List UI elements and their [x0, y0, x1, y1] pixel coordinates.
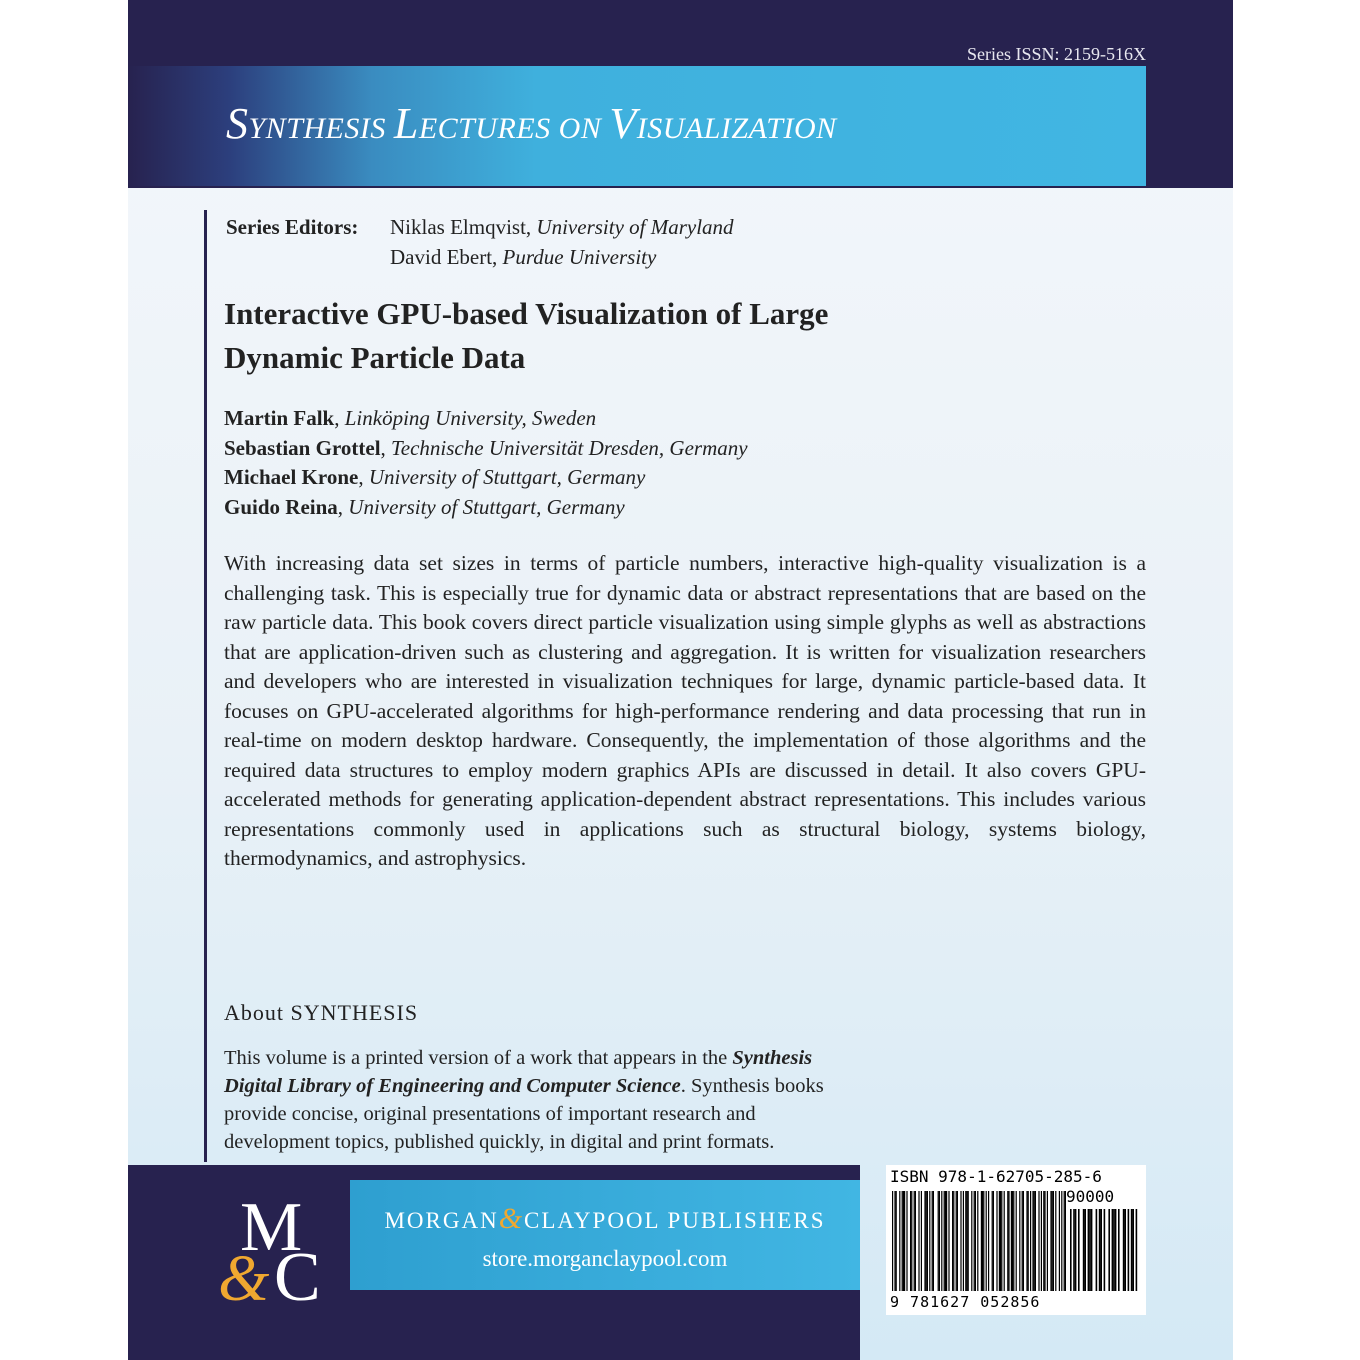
barcode-bar: [1113, 1209, 1115, 1291]
editor-affiliation: Purdue University: [502, 245, 657, 269]
barcode-bar: [1019, 1191, 1020, 1291]
barcode-bar: [981, 1191, 982, 1291]
barcode-bar: [1059, 1191, 1060, 1291]
barcode-bar: [945, 1191, 946, 1291]
barcode-bar: [941, 1191, 942, 1291]
publisher-name: MORGAN&CLAYPOOL PUBLISHERS: [384, 1202, 826, 1235]
barcode-bar: [944, 1191, 945, 1291]
barcode-bar: [1038, 1191, 1039, 1291]
barcode-digits: 9 781627 052856: [890, 1293, 1041, 1311]
barcode-bar: [933, 1191, 934, 1291]
barcode-bar: [1016, 1191, 1017, 1291]
barcode-bar: [1008, 1191, 1009, 1291]
barcode-bar: [974, 1191, 975, 1291]
author-row: Martin Falk, Linköping University, Sweden: [224, 406, 597, 430]
author-name: Sebastian Grottel: [224, 435, 381, 460]
barcode-bar: [910, 1191, 911, 1291]
series-editors: [226, 212, 734, 272]
barcode-bar: [939, 1191, 940, 1291]
barcode-bar: [1023, 1191, 1024, 1291]
series-issn: Series ISSN: 2159-516X: [967, 44, 1146, 64]
editor-name: David Ebert: [390, 245, 493, 269]
book-abstract: With increasing data set sizes in terms of particle numbers, interactive high-quality visualization is a challenging task. This is especially true for dynamic data or abstract representations that are based on the raw particle data. This book covers direct particle visualization using simple glyphs as well as abstractions that are application-driven such as clustering and aggregation. It is written for visualization researchers and developers who are interested in visualization techniques for large, dynamic particle-based data. It focuses on GPU-accelerated algorithms for high-performance rendering and data processing that run in real-time on modern desktop hardware. Consequently, the implementation of those algorithms and the required data structures to employ modern graphics APIs are discussed in detail. It also covers GPU-accelerated methods for generating application-dependent abstract representations. This includes various representations commonly used in applications such as structural biology, systems biology, thermodynamics, and astrophysics.: [224, 551, 1146, 870]
barcode-bar: [1091, 1209, 1093, 1291]
barcode-bar: [992, 1191, 993, 1291]
barcode-bar: [1026, 1191, 1027, 1291]
barcode-bar: [1052, 1191, 1053, 1291]
barcode-bar: [968, 1191, 969, 1291]
barcode-bar: [1084, 1209, 1086, 1291]
editor-row: David Ebert, Purdue University: [390, 245, 657, 269]
editors-label: Series Editors:: [226, 215, 359, 239]
barcode-bar: [904, 1191, 905, 1291]
author-row: Sebastian Grottel, Technische Universität Dresden, Germany: [224, 435, 748, 460]
barcode-bar: [1128, 1209, 1130, 1291]
barcode-bar: [977, 1191, 978, 1291]
barcode-bar: [953, 1191, 954, 1291]
barcode-bar: [899, 1191, 900, 1291]
barcode-bar: [1118, 1209, 1120, 1291]
barcode-bar: [965, 1191, 966, 1291]
barcode-bar: [963, 1191, 964, 1291]
authors-list: [224, 404, 748, 522]
barcode-bar: [1065, 1191, 1066, 1291]
barcode-bar: [902, 1191, 903, 1291]
isbn-label: ISBN 978-1-62705-285-6: [890, 1167, 1102, 1186]
barcode-bar: [1035, 1191, 1036, 1291]
barcode-bar: [1104, 1209, 1106, 1291]
barcode-bar: [1115, 1209, 1117, 1291]
barcode-bar: [1032, 1191, 1033, 1291]
author-name: Martin Falk: [224, 406, 335, 430]
barcode-bar: [1001, 1191, 1002, 1291]
barcode-bar: [929, 1191, 930, 1291]
isbn-barcode: [886, 1165, 1146, 1315]
barcode-bar: [1124, 1209, 1126, 1291]
barcode-bar: [1004, 1191, 1005, 1291]
barcode-bar: [918, 1191, 919, 1291]
barcode-bar: [894, 1191, 895, 1291]
barcode-bar: [903, 1191, 904, 1291]
barcode-bar: [1131, 1209, 1133, 1291]
barcode-bar: [1064, 1191, 1065, 1291]
barcode-bar: [1043, 1191, 1044, 1291]
barcode-bar: [1044, 1191, 1045, 1291]
barcode-bar: [988, 1191, 989, 1291]
author-name: Guido Reina: [224, 494, 338, 519]
barcode-bar: [1096, 1209, 1098, 1291]
barcode-bar: [892, 1191, 893, 1291]
publisher-url[interactable]: store.morganclaypool.com: [482, 1246, 728, 1271]
barcode-bar: [1083, 1209, 1085, 1291]
barcode-bar: [1136, 1209, 1138, 1291]
barcode-bar: [952, 1191, 953, 1291]
barcode-bar: [1050, 1191, 1051, 1291]
barcode-bar: [921, 1191, 922, 1291]
barcode-bar: [1099, 1209, 1101, 1291]
barcode-bar: [1053, 1191, 1054, 1291]
barcode-bar: [1108, 1209, 1110, 1291]
price-code: 90000: [1066, 1187, 1115, 1206]
about-text: This volume is a printed version of a work that appears in the Synthesis Digital Library of Engineering and Computer Science. Synthesis books provide concise, original presentations of important research and development topics, published quickly, in digital and print formats.: [224, 1047, 824, 1153]
series-title: SYNTHESIS LECTURES ON VISUALIZATION: [226, 99, 837, 148]
barcode-bar: [971, 1191, 972, 1291]
publisher-ampersand: &: [498, 1202, 525, 1235]
barcode-bar: [986, 1191, 987, 1291]
barcode-bar: [982, 1191, 983, 1291]
author-row: Guido Reina, University of Stuttgart, Germany: [224, 494, 625, 519]
barcode-bar: [911, 1191, 912, 1291]
barcode-bar: [1073, 1209, 1075, 1291]
editor-row: Series Editors: Niklas Elmqvist, University of Maryland: [226, 212, 734, 242]
barcode-bar: [966, 1191, 967, 1291]
barcode-bar: [938, 1191, 939, 1291]
barcode-bar: [1028, 1191, 1029, 1291]
author-affiliation: University of Stuttgart, Germany: [368, 465, 646, 489]
barcode-bar: [1070, 1209, 1072, 1291]
barcode-bar: [996, 1191, 997, 1291]
barcode-bar: [1061, 1191, 1062, 1291]
barcode-bar: [960, 1191, 961, 1291]
author-affiliation: Linköping University, Sweden: [344, 406, 597, 430]
publisher-logo: [218, 1188, 338, 1308]
barcode-bar: [1132, 1209, 1134, 1291]
barcode-bar: [1123, 1209, 1125, 1291]
barcode-bar: [983, 1191, 984, 1291]
about-heading: About SYNTHESIS: [224, 1000, 419, 1025]
publisher-box: [350, 1180, 860, 1290]
barcode-bar: [914, 1191, 915, 1291]
barcode-bar: [1034, 1191, 1035, 1291]
barcode-bar: [999, 1191, 1000, 1291]
author-name: Michael Krone: [224, 465, 359, 489]
barcode-bar: [1041, 1191, 1042, 1291]
barcode-bar: [1112, 1209, 1114, 1291]
barcode-bar: [1089, 1209, 1091, 1291]
barcode-bar: [1013, 1191, 1014, 1291]
barcode-bar: [927, 1191, 928, 1291]
book-back-cover: [128, 0, 1233, 1360]
barcode-bar: [1047, 1191, 1048, 1291]
logo-ampersand-glyph: &: [218, 1242, 270, 1308]
barcode-bar: [948, 1191, 949, 1291]
author-affiliation: University of Stuttgart, Germany: [348, 494, 625, 519]
barcode-bar: [1022, 1191, 1023, 1291]
barcode-bar: [926, 1191, 927, 1291]
barcode-bar: [1100, 1209, 1102, 1291]
logo-m-glyph: M: [240, 1189, 303, 1266]
barcode-bar: [1088, 1209, 1090, 1291]
barcode-bar: [1030, 1191, 1031, 1291]
barcode-bar: [915, 1191, 916, 1291]
barcode-bar: [932, 1191, 933, 1291]
barcode-bar: [946, 1191, 947, 1291]
book-title: Interactive GPU-based Visualization of Large Dynamic Particle Data: [224, 296, 829, 375]
barcode-bar: [1012, 1191, 1013, 1291]
barcode-bar: [1078, 1209, 1080, 1291]
barcode-bar: [896, 1191, 897, 1291]
vertical-rule: [204, 210, 207, 1162]
barcode-bar: [924, 1191, 925, 1291]
barcode-bar: [1011, 1191, 1012, 1291]
editor-affiliation: University of Maryland: [536, 215, 734, 239]
barcode-bar: [993, 1191, 994, 1291]
library-name: Synthesis Digital Library of Engineering and Computer Science: [224, 1047, 813, 1097]
logo-c-glyph: C: [274, 1239, 321, 1308]
barcode-bar: [975, 1191, 976, 1291]
barcode-bar: [1075, 1209, 1077, 1291]
barcode-bar: [956, 1191, 957, 1291]
barcode-bar: [1000, 1191, 1001, 1291]
author-row: Michael Krone, University of Stuttgart, Germany: [224, 465, 646, 489]
barcode-bar: [906, 1191, 907, 1291]
barcode-bar: [957, 1191, 958, 1291]
author-affiliation: Technische Universität Dresden, Germany: [391, 435, 748, 460]
barcode-bar: [1007, 1191, 1008, 1291]
editor-name: Niklas Elmqvist: [390, 215, 526, 239]
barcode-bar: [1055, 1191, 1056, 1291]
